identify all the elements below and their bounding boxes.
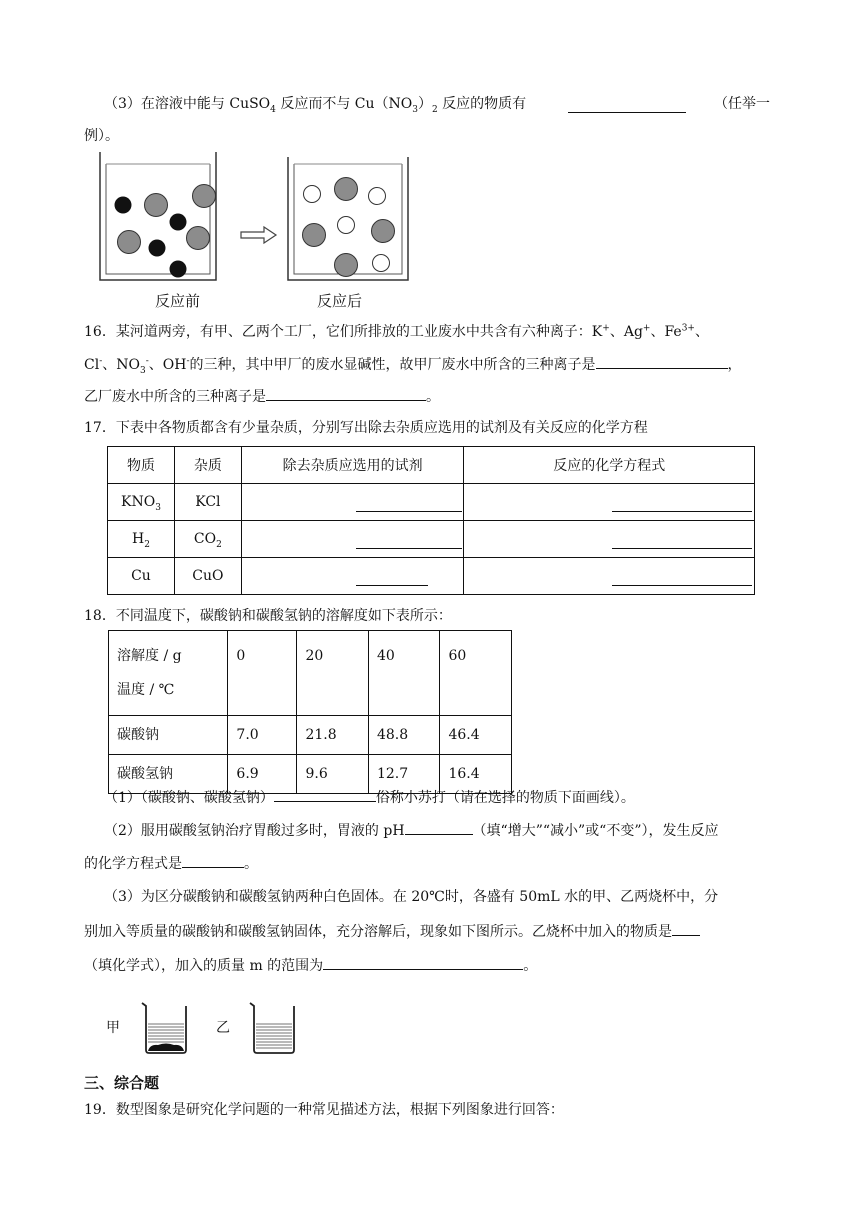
q16-line1: 16．某河道两旁，有甲、乙两个工厂，它们所排放的工业废水中共含有六种离子：K+、Ag+、$Fe^{3+}$、 [84, 323, 709, 340]
table-row: Cu CuO [108, 558, 755, 595]
q18-blank-mass-range[interactable] [323, 955, 523, 970]
reaction-beakers-figure [96, 152, 416, 287]
impurity-table [107, 446, 755, 595]
q18-part3-line2: 别加入等质量的碳酸钠和碳酸氢钠固体，充分溶解后，现象如下图所示。乙烧杯中加入的物质是 [84, 921, 700, 942]
gray-particle [187, 227, 210, 250]
black-particle [115, 197, 132, 214]
gray-particle [118, 231, 141, 254]
q18-part2-cont: 的化学方程式是 。 [84, 853, 258, 874]
reagent-blank[interactable] [356, 534, 462, 549]
section-heading: 三、综合题 [84, 1074, 160, 1092]
equation-blank[interactable] [612, 571, 752, 586]
beaker-after [288, 157, 408, 280]
q18-blank-1[interactable] [274, 787, 376, 802]
beaker-before [100, 152, 216, 280]
black-particle [170, 261, 187, 278]
beaker-yi-label: 乙 [216, 1020, 230, 1036]
white-particle [369, 188, 386, 205]
white-particle [338, 217, 355, 234]
equation-blank[interactable] [612, 497, 752, 512]
beaker-jia-icon [138, 1000, 194, 1056]
q18-part1: （1）（碳酸钠、碳酸氢钠） 俗称小苏打（请在选择的物质下面画线）。 [104, 787, 635, 808]
equation-blank[interactable] [612, 534, 752, 549]
q18-part3-line1: （3）为区分碳酸钠和碳酸氢钠两种白色固体。在 20℃时，各盛有 50mL 水的甲、乙两烧杯中，分 [104, 889, 719, 905]
reagent-blank[interactable] [356, 571, 428, 586]
reagent-blank[interactable] [356, 497, 462, 512]
q18-part3-line3: （填化学式），加入的质量 m 的范围为 。 [84, 955, 537, 976]
q16-blank-jia[interactable] [596, 354, 728, 369]
beaker-jia-label: 甲 [106, 1020, 120, 1036]
reaction-arrow-icon [241, 227, 276, 243]
table-row: 碳酸氢钠 6.9 9.6 12.7 16.4 [109, 755, 512, 794]
black-particle [170, 214, 187, 231]
table-header-row: 溶解度 / g 温度 / ℃ 0 20 40 60 [109, 631, 512, 716]
table-header-row: 物质 杂质 除去杂质应选用的试剂 反应的化学方程式 [108, 447, 755, 484]
q19-text: 19．数型图象是研究化学问题的一种常见描述方法，根据下列图象进行回答： [84, 1102, 564, 1118]
q18-blank-ph[interactable] [405, 820, 473, 835]
table-row: 碳酸钠 7.0 21.8 48.8 46.4 [109, 716, 512, 755]
gray-particle [193, 185, 216, 208]
q15-part3-line1: （3）在溶液中能与 CuSO$_4$ 反应而不与 $Cu(NO_3)_2$ 反应的物质有 [104, 96, 527, 115]
label-after-reaction: 反应后 [317, 292, 363, 310]
table-row: $H_2$ $CO_2$ [108, 521, 755, 558]
q15-part3-line2: 例）。 [84, 128, 119, 144]
q16-line3: 乙厂废水中所含的三种离子是 。 [84, 386, 440, 407]
beaker-yi-icon [246, 1000, 302, 1056]
black-particle [149, 240, 166, 257]
solubility-table [108, 630, 512, 794]
white-particle [304, 186, 321, 203]
gray-particle [145, 194, 168, 217]
q16-line2: Cl-、$NO_3^-$、OH-的三种，其中甲厂的废水显碱性，故甲厂废水中所含的三种离子是 ， [84, 354, 742, 375]
q18-part2: （2）服用碳酸氢钠治疗胃酸过多时，胃液的 pH （填“增大”“减小”或“不变”），发生反应 [104, 820, 718, 841]
gray-particle [335, 254, 358, 277]
q15-answer-blank[interactable] [568, 98, 686, 113]
gray-particle [303, 224, 326, 247]
q15-part3-note: （任举一 [714, 96, 770, 112]
q16-blank-yi[interactable] [266, 386, 426, 401]
label-before-reaction: 反应前 [155, 292, 201, 310]
gray-particle [335, 178, 358, 201]
white-particle [373, 255, 390, 272]
gray-particle [372, 220, 395, 243]
q18-text: 18．不同温度下，碳酸钠和碳酸氢钠的溶解度如下表所示： [84, 608, 452, 624]
table-row: $KNO_3$ KCl [108, 484, 755, 521]
q18-blank-formula[interactable] [672, 921, 700, 936]
q18-blank-equation[interactable] [182, 853, 244, 868]
q17-text: 17．下表中各物质都含有少量杂质，分别写出除去杂质应选用的试剂及有关反应的化学方程 [84, 420, 648, 436]
